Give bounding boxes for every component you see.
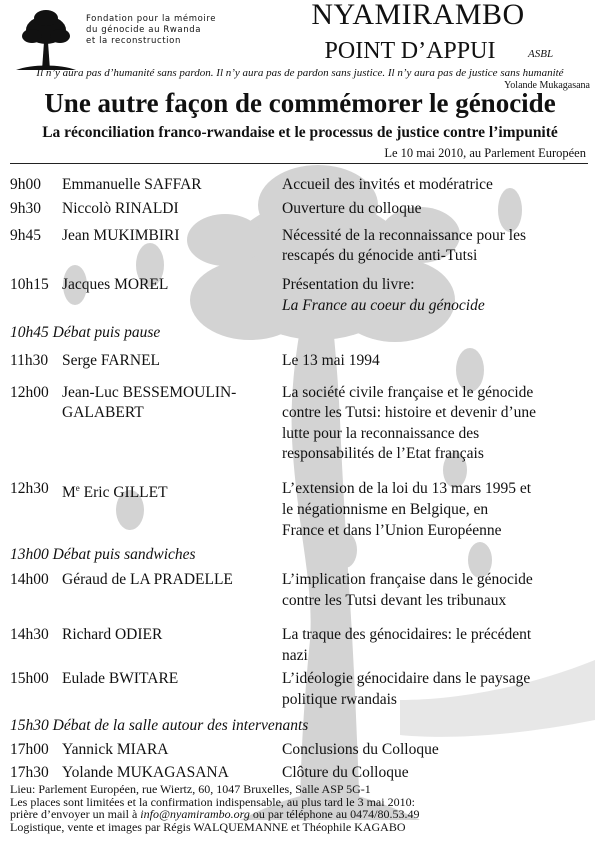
speaker: GALABERT	[62, 404, 144, 421]
footer-info	[10, 783, 595, 833]
speaker: Richard ODIER	[62, 626, 163, 643]
speaker	[62, 479, 168, 502]
topic: responsabilités de l’Etat français	[282, 445, 484, 462]
topic: contre les Tutsi devant les tribunaux	[282, 592, 507, 609]
motto-author: Yolande Mukagasana	[504, 80, 590, 91]
break-item: 13h00 Débat puis sandwiches	[10, 546, 196, 563]
fondation-logo	[12, 4, 80, 72]
topic: Conclusions du Colloque	[282, 741, 439, 758]
footer-contact-phone: ou par téléphone au 0474/80.53.49	[249, 807, 420, 822]
speaker: Jacques MOREL	[62, 276, 169, 293]
header-divider	[10, 163, 588, 164]
speaker: Yannick MIARA	[62, 741, 169, 758]
brand-suffix: ASBL	[528, 48, 554, 60]
topic: Nécessité de la reconnaissance pour les	[282, 227, 527, 244]
topic: Clôture du Colloque	[282, 764, 409, 781]
email-link[interactable]: info@nyamirambo.org	[140, 807, 250, 822]
event-date-place: Le 10 mai 2010, au Parlement Européen	[384, 146, 586, 160]
topic: L’extension de la loi du 13 mars 1995 et	[282, 480, 532, 497]
speaker: Serge FARNEL	[62, 352, 161, 369]
page-title: Une autre façon de commémorer le génocide	[44, 88, 556, 118]
topic: lutte pour la reconnaissance des	[282, 425, 480, 442]
brand-name: NYAMIRAMBO	[311, 0, 525, 31]
topic: Ouverture du colloque	[282, 200, 422, 217]
footer-registration: Les places sont limitées et la confirmation indispensable, au plus tard le 3 mai 2010:	[10, 794, 415, 809]
org-name-line-1: Fondation pour la mémoire	[86, 14, 217, 24]
time: 12h30	[10, 480, 49, 497]
time: 15h00	[10, 670, 49, 687]
speaker-name: Eric GILLET	[83, 484, 168, 502]
topic: Présentation du livre:	[282, 276, 415, 293]
speaker: Yolande MUKAGASANA	[62, 764, 229, 781]
topic: politique rwandais	[282, 691, 397, 708]
footer-venue: Lieu: Parlement Européen, rue Wiertz, 60, 1047 Bruxelles, Salle ASP 5G-1	[10, 782, 371, 796]
time: 14h00	[10, 571, 49, 588]
speaker: Jean MUKIMBIRI	[62, 227, 180, 244]
time: 12h00	[10, 384, 49, 401]
time: 11h30	[10, 352, 49, 369]
speaker: Jean-Luc BESSEMOULIN-	[62, 384, 237, 401]
speaker: Géraud de LA PRADELLE	[62, 571, 233, 588]
topic: rescapés du génocide anti-Tutsi	[282, 247, 478, 264]
time: 17h00	[10, 741, 49, 758]
time: 9h00	[10, 176, 41, 193]
speaker: Eulade BWITARE	[62, 670, 179, 687]
time: 14h30	[10, 626, 49, 643]
org-name-line-3: et la reconstruction	[86, 36, 181, 46]
topic: La traque des génocidaires: le précédent	[282, 626, 532, 643]
speaker-title: M	[62, 484, 76, 502]
break-item: 15h30 Débat de la salle autour des intervenants	[10, 717, 309, 734]
time: 10h15	[10, 276, 49, 293]
time: 9h45	[10, 227, 41, 244]
page-subtitle: La réconciliation franco-rwandaise et le processus de justice contre l’impunité	[42, 124, 558, 141]
footer-credits: Logistique, vente et images par Régis WALQUEMANNE et Théophile KAGABO	[10, 819, 406, 834]
topic: L’implication française dans le génocide	[282, 571, 533, 588]
topic: le négationnisme en Belgique, en	[282, 501, 489, 518]
footer-contact	[10, 808, 595, 821]
time: 9h30	[10, 200, 41, 217]
book-title: La France au coeur du génocide	[282, 297, 485, 314]
topic: France et dans l’Union Européenne	[282, 522, 502, 539]
speaker: Emmanuelle SAFFAR	[62, 176, 202, 193]
brand-subname: POINT D’APPUI	[324, 38, 496, 64]
topic: L’idéologie génocidaire dans le paysage	[282, 670, 531, 687]
topic: nazi	[282, 647, 308, 664]
topic: La société civile française et le génocide	[282, 384, 534, 401]
topic: contre les Tutsi: histoire et devenir d’une	[282, 404, 536, 421]
time: 17h30	[10, 764, 49, 781]
tree-logo-icon	[12, 4, 80, 72]
motto: Il n’y aura pas d’humanité sans pardon. Il n’y aura pas de pardon sans justice. Il n’y aura pas de justice sans humanité	[36, 67, 564, 79]
topic: Le 13 mai 1994	[282, 352, 380, 369]
footer-contact-text: prière d’envoyer un mail à	[10, 807, 141, 822]
speaker-title-sup: e	[75, 483, 80, 493]
break-item: 10h45 Débat puis pause	[10, 324, 161, 341]
org-name-line-2: du génocide au Rwanda	[86, 25, 202, 35]
speaker: Niccolò RINALDI	[62, 200, 179, 217]
topic: Accueil des invités et modératrice	[282, 176, 493, 193]
